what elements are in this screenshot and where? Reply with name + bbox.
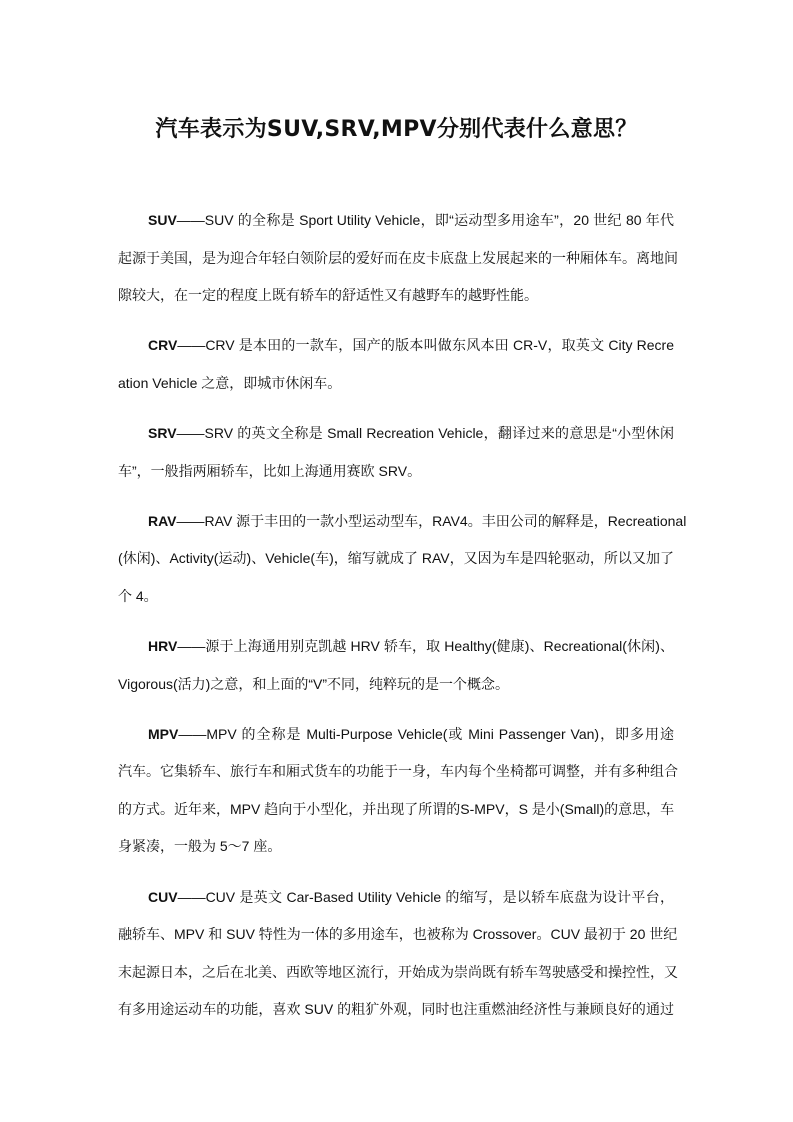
- line-text: 隙较大，在一定的程度上既有轿车的舒适性又有越野车的越野性能。: [118, 287, 538, 304]
- line-text: (休闲)、Activity(运动)、Vehicle(车)，缩写就成了 RAV，又因为车是四轮驱动，所以又加了: [118, 550, 674, 567]
- text-line: [118, 246, 678, 284]
- line-text: 个 4。: [118, 587, 158, 604]
- text-line: [118, 634, 674, 672]
- text-line: [118, 997, 674, 1035]
- line-text: 融轿车、MPV 和 SUV 特性为一体的多用途车，也被称为 Crossover。CUV 最初于 20 世纪: [118, 926, 678, 943]
- text-line: [118, 722, 674, 760]
- text-line: [118, 208, 674, 246]
- term-label: SUV: [148, 212, 177, 228]
- text-line: [118, 371, 674, 409]
- text-line: [118, 283, 674, 321]
- line-text: Vigorous(活力)之意，和上面的“V”不同，纯粹玩的是一个概念。: [118, 675, 509, 692]
- text-line: [118, 672, 674, 710]
- paragraph-rav: [118, 509, 687, 622]
- text-line: [118, 797, 674, 835]
- term-label: MPV: [148, 725, 179, 742]
- text-line: [118, 759, 678, 797]
- text-line: [118, 922, 678, 960]
- term-label: CRV: [148, 337, 178, 354]
- line-text: ——CRV 是本田的一款车，国产的版本叫做东风本田 CR-V，取英文 City Recre: [177, 337, 674, 354]
- paragraph-hrv: [118, 634, 674, 709]
- paragraph-crv: [118, 333, 674, 408]
- line-text: 汽车。它集轿车、旅行车和厢式货车的功能于一身，车内每个坐椅都可调整，并有多种组合: [118, 763, 678, 780]
- line-text: ation Vehicle 之意，即城市休闲车。: [118, 374, 342, 391]
- line-text: ——MPV 的全称是 Multi-Purpose Vehicle(或 Mini Passenger Van)，即多用途: [178, 725, 674, 742]
- text-line: [118, 834, 674, 872]
- paragraph-srv: [118, 421, 674, 496]
- line-text: 的方式。近年来，MPV 趋向于小型化，并出现了所谓的S-MPV，S 是小(Small)的意思，车: [118, 800, 675, 817]
- paragraph-mpv: [118, 722, 678, 872]
- line-text: 起源于美国，是为迎合年轻白领阶层的爱好而在皮卡底盘上发展起来的一种厢体车。离地间: [118, 249, 678, 266]
- line-text: ——RAV 源于丰田的一款小型运动型车，RAV4。丰田公司的解释是，Recreational: [176, 512, 687, 529]
- text-line: [118, 960, 678, 998]
- text-line: [118, 459, 674, 497]
- line-text: 身紧凑，一般为 5～7 座。: [118, 838, 282, 855]
- line-text: ——源于上海通用别克凯越 HRV 轿车，取 Healthy(健康)、Recreational(休闲)、: [177, 637, 674, 654]
- text-line: [118, 333, 674, 371]
- line-text: ——SUV 的全称是 Sport Utility Vehicle，即“运动型多用途车”，20 世纪 80 年代: [176, 212, 674, 228]
- text-line: [118, 509, 687, 547]
- text-line: [118, 546, 674, 584]
- term-label: HRV: [148, 637, 178, 654]
- line-text: ——CUV 是英文 Car-Based Utility Vehicle 的缩写，是以轿车底盘为设计平台，: [177, 888, 674, 905]
- text-line: [118, 584, 674, 622]
- term-label: RAV: [148, 512, 177, 529]
- text-line: [118, 885, 674, 923]
- term-label: CUV: [148, 888, 178, 905]
- document-body: [118, 208, 687, 1047]
- text-line: [118, 421, 674, 459]
- line-text: 有多用途运动车的功能，喜欢 SUV 的粗犷外观，同时也注重燃油经济性与兼顾良好的通过: [118, 1001, 674, 1018]
- line-text: ——SRV 的英文全称是 Small Recreation Vehicle，翻译过来的意思是“小型休闲: [176, 424, 674, 441]
- term-label: SRV: [148, 424, 177, 441]
- line-text: 车”，一般指两厢轿车，比如上海通用赛欧 SRV。: [118, 462, 422, 479]
- paragraph-suv: [118, 208, 678, 321]
- document-title: 汽车表示为SUV,SRV,MPV分别代表什么意思？: [155, 117, 638, 142]
- paragraph-cuv: [118, 885, 678, 1035]
- line-text: 末起源日本，之后在北美、西欧等地区流行，开始成为崇尚既有轿车驾驶感受和操控性，又: [118, 963, 678, 980]
